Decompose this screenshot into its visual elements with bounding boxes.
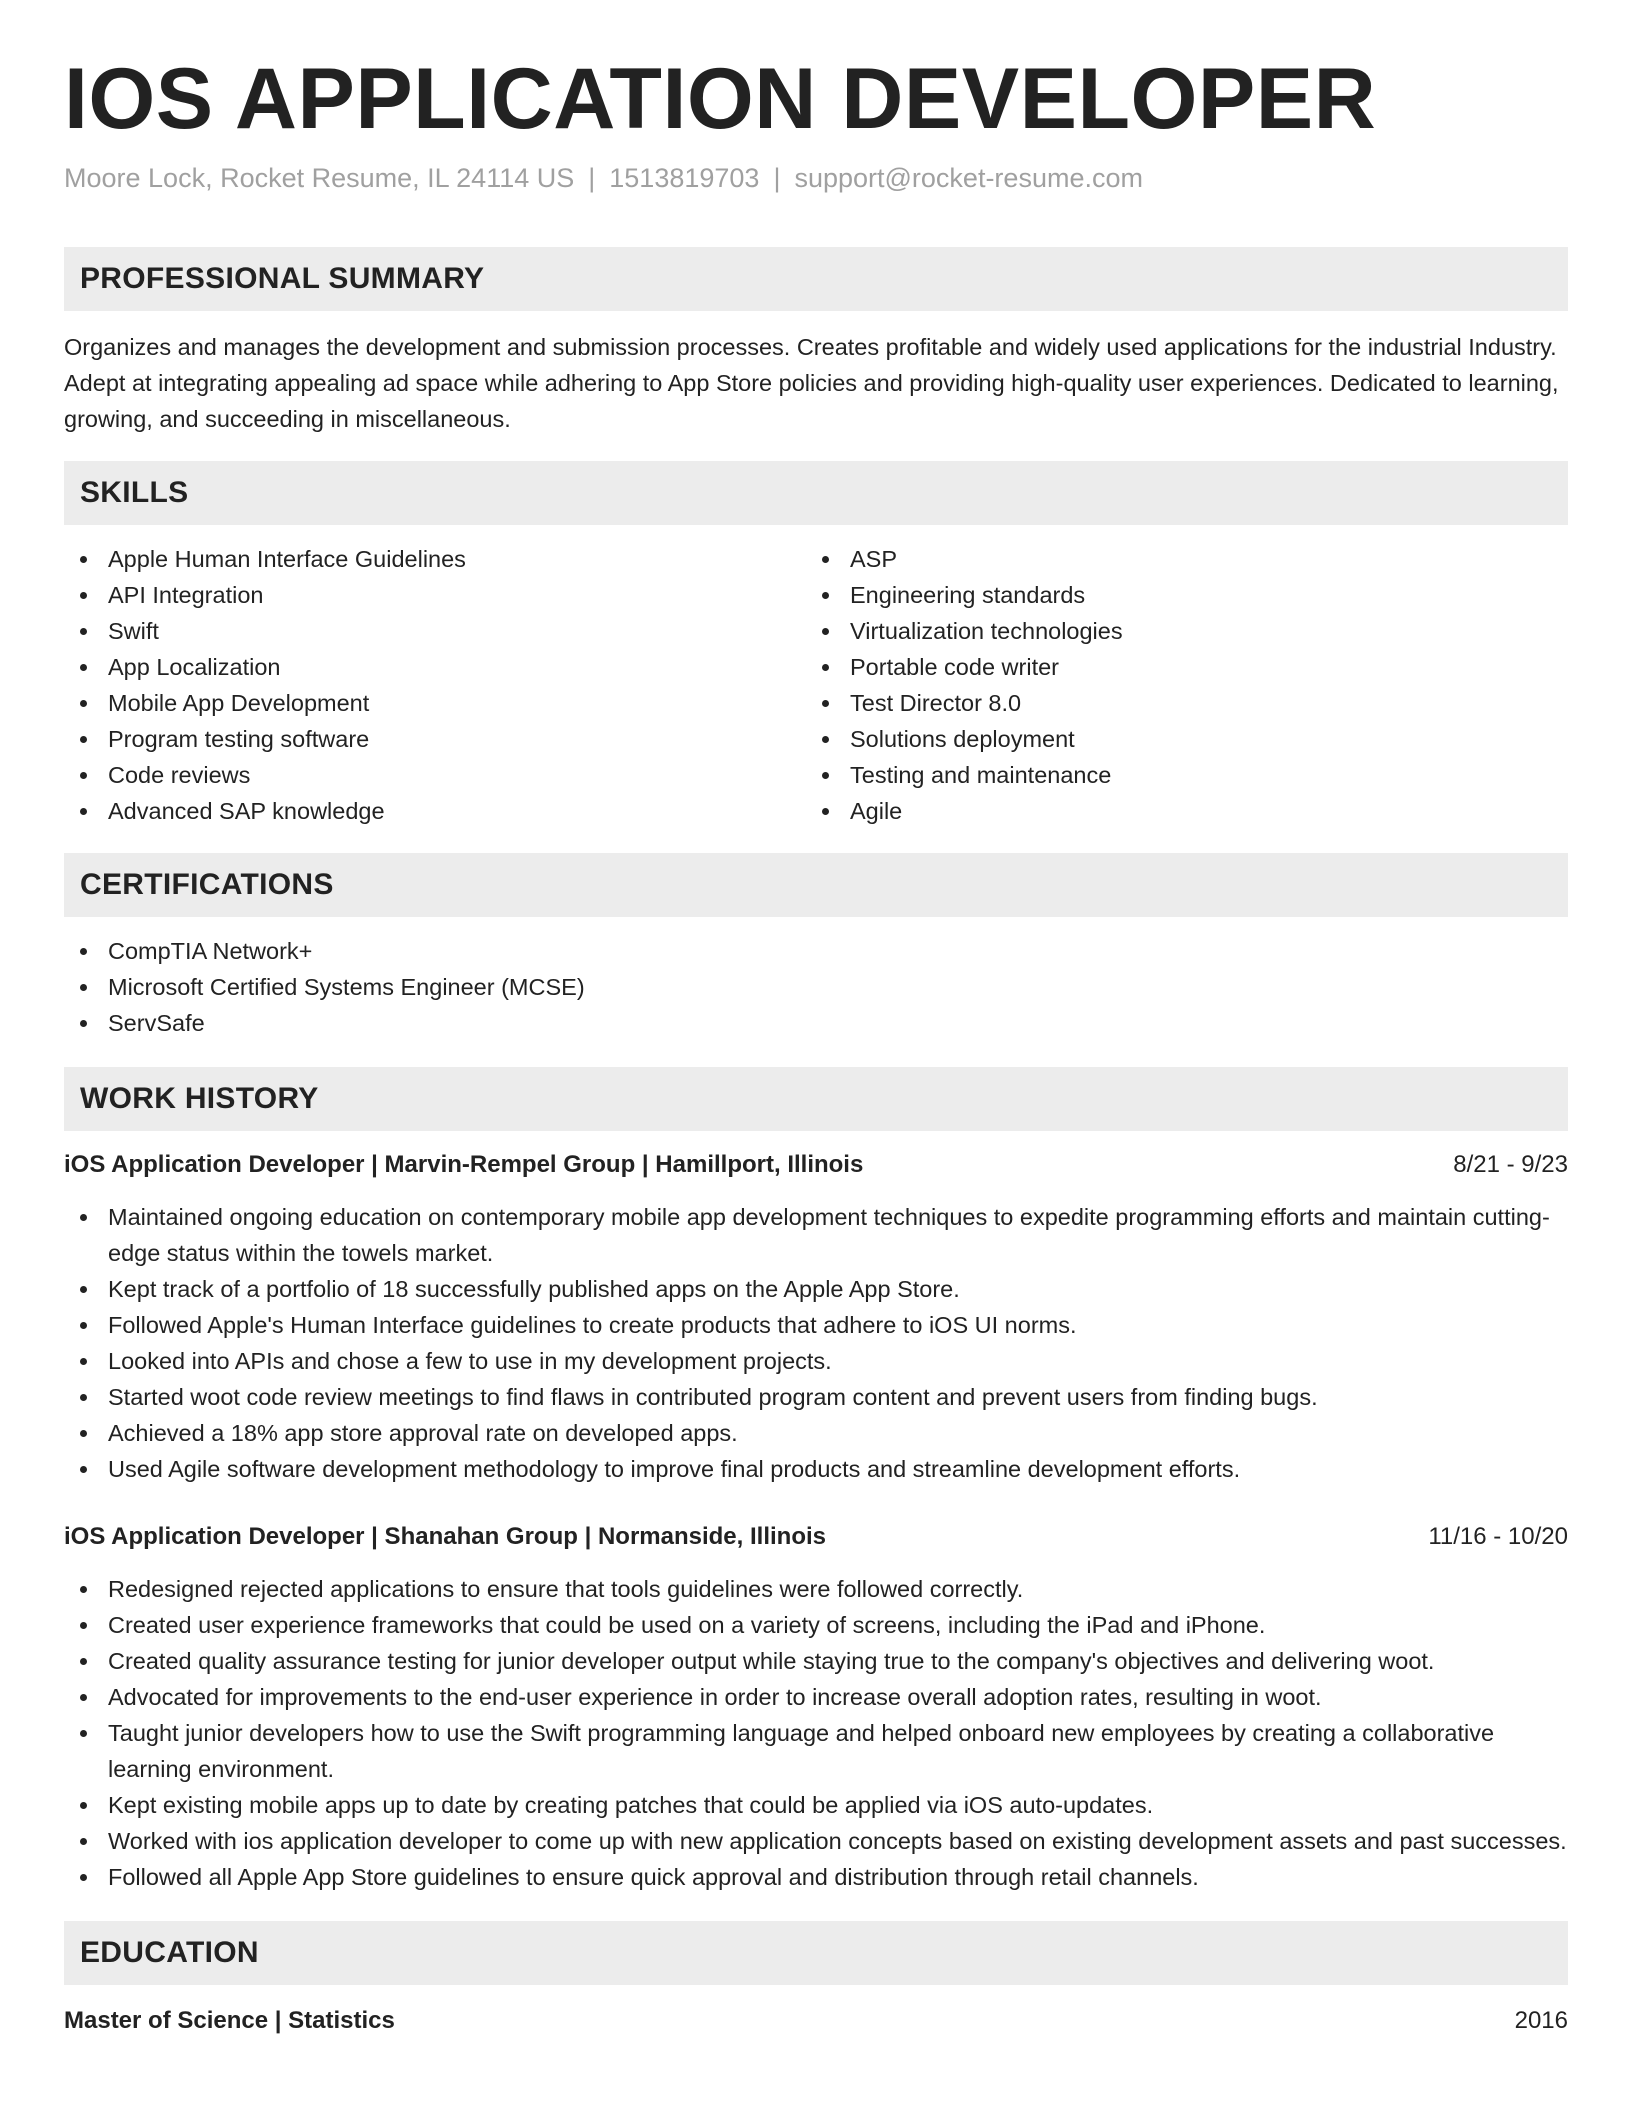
job-bullets bbox=[64, 1555, 1568, 1895]
job-entry bbox=[64, 1131, 1568, 1487]
contact-address: Moore Lock, Rocket Resume, IL 24114 US bbox=[64, 162, 575, 193]
skill-item: ASP bbox=[806, 541, 1548, 577]
education-entry bbox=[64, 1985, 1568, 2039]
job-entry bbox=[64, 1487, 1568, 1895]
skill-item: App Localization bbox=[64, 649, 806, 685]
job-bullet: Started woot code review meetings to find flaws in contributed program content and prevent users from finding bugs. bbox=[64, 1379, 1568, 1415]
skill-item: Apple Human Interface Guidelines bbox=[64, 541, 806, 577]
job-bullet: Used Agile software development methodology to improve final products and streamline development efforts. bbox=[64, 1451, 1568, 1487]
job-bullet: Looked into APIs and chose a few to use in my development projects. bbox=[64, 1343, 1568, 1379]
section-header-certifications: CERTIFICATIONS bbox=[64, 853, 1568, 917]
skills-grid bbox=[64, 525, 1568, 829]
job-bullets bbox=[64, 1183, 1568, 1487]
contact-email[interactable]: support@rocket-resume.com bbox=[794, 162, 1143, 193]
contact-line bbox=[64, 161, 1568, 196]
education-year: 2016 bbox=[1514, 2006, 1568, 2034]
job-header bbox=[64, 1147, 1568, 1183]
job-bullet: Created user experience frameworks that could be used on a variety of screens, including the iPad and iPhone. bbox=[64, 1607, 1568, 1643]
section-header-skills: SKILLS bbox=[64, 461, 1568, 525]
skills-list-left bbox=[64, 541, 806, 829]
skill-item: Code reviews bbox=[64, 757, 806, 793]
contact-separator: | bbox=[588, 162, 596, 193]
job-bullet: Kept existing mobile apps up to date by creating patches that could be applied via iOS auto-updates. bbox=[64, 1787, 1568, 1823]
certification-item: ServSafe bbox=[64, 1005, 1568, 1041]
skill-item: Mobile App Development bbox=[64, 685, 806, 721]
job-dates: 8/21 - 9/23 bbox=[1453, 1150, 1568, 1178]
section-header-education: EDUCATION bbox=[64, 1921, 1568, 1985]
summary-text: Organizes and manages the development and submission processes. Creates profitable and widely used applications for the industrial Industry. Adept at integrating appealing ad space while adhering to App Store policies and providing high-quality user experiences. Dedicated to learning, growing, and succeeding in miscellaneous. bbox=[64, 333, 1559, 432]
certifications-list bbox=[64, 917, 1568, 1041]
section-header-summary: PROFESSIONAL SUMMARY bbox=[64, 247, 1568, 311]
job-title: iOS Application Developer | Marvin-Rempel Group | Hamillport, Illinois bbox=[64, 1150, 864, 1178]
skill-item: Solutions deployment bbox=[806, 721, 1548, 757]
certification-item: CompTIA Network+ bbox=[64, 933, 1568, 969]
job-title: iOS Application Developer | Shanahan Group | Normanside, Illinois bbox=[64, 1522, 826, 1550]
job-bullet: Taught junior developers how to use the Swift programming language and helped onboard new employees by creating a collaborative learning environment. bbox=[64, 1715, 1568, 1787]
skill-item: Swift bbox=[64, 613, 806, 649]
job-bullet: Worked with ios application developer to come up with new application concepts based on existing development assets and past successes. bbox=[64, 1823, 1568, 1859]
education-degree: Master of Science | Statistics bbox=[64, 2006, 395, 2034]
job-bullet: Redesigned rejected applications to ensure that tools guidelines were followed correctly. bbox=[64, 1571, 1568, 1607]
job-bullet: Created quality assurance testing for junior developer output while staying true to the company's objectives and delivering woot. bbox=[64, 1643, 1568, 1679]
skill-item: API Integration bbox=[64, 577, 806, 613]
skill-item: Portable code writer bbox=[806, 649, 1548, 685]
skill-item: Advanced SAP knowledge bbox=[64, 793, 806, 829]
skill-item: Program testing software bbox=[64, 721, 806, 757]
contact-separator: | bbox=[773, 162, 781, 193]
skill-item: Testing and maintenance bbox=[806, 757, 1548, 793]
job-bullet: Achieved a 18% app store approval rate on developed apps. bbox=[64, 1415, 1568, 1451]
job-bullet: Kept track of a portfolio of 18 successfully published apps on the Apple App Store. bbox=[64, 1271, 1568, 1307]
contact-phone: 1513819703 bbox=[609, 162, 760, 193]
skill-item: Engineering standards bbox=[806, 577, 1548, 613]
job-bullet: Maintained ongoing education on contemporary mobile app development techniques to expedite programming efforts and maintain cutting-edge status within the towels market. bbox=[64, 1199, 1568, 1271]
job-bullet: Followed Apple's Human Interface guidelines to create products that adhere to iOS UI norms. bbox=[64, 1307, 1568, 1343]
skill-item: Agile bbox=[806, 793, 1548, 829]
skills-list-right bbox=[806, 541, 1548, 829]
skill-item: Virtualization technologies bbox=[806, 613, 1548, 649]
job-header bbox=[64, 1519, 1568, 1555]
resume-title: IOS APPLICATION DEVELOPER bbox=[64, 51, 1377, 147]
section-header-work-history: WORK HISTORY bbox=[64, 1067, 1568, 1131]
skill-item: Test Director 8.0 bbox=[806, 685, 1548, 721]
certification-item: Microsoft Certified Systems Engineer (MCSE) bbox=[64, 969, 1568, 1005]
job-dates: 11/16 - 10/20 bbox=[1428, 1522, 1568, 1550]
job-bullet: Advocated for improvements to the end-user experience in order to increase overall adoption rates, resulting in woot. bbox=[64, 1679, 1568, 1715]
job-bullet: Followed all Apple App Store guidelines to ensure quick approval and distribution through retail channels. bbox=[64, 1859, 1568, 1895]
